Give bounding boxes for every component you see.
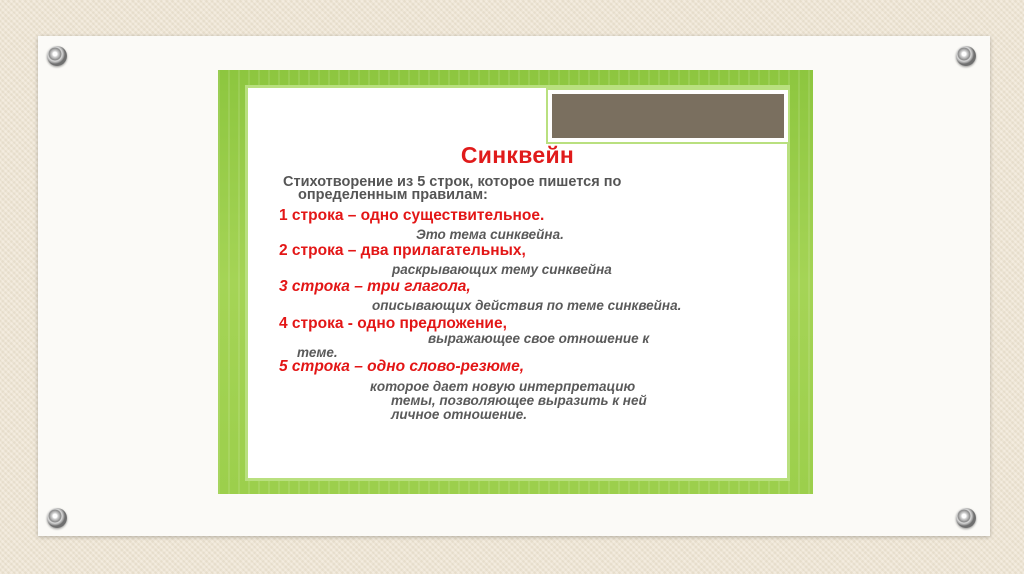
pin-icon-top-left bbox=[47, 46, 67, 66]
rule-4: 4 строка - одно предложение, bbox=[279, 315, 507, 332]
rule-5: 5 строка – одно слово-резюме, bbox=[279, 358, 525, 375]
rule-3: 3 строка – три глагола, bbox=[279, 278, 471, 295]
rule-4-note-2: теме. bbox=[297, 345, 338, 360]
rule-2: 2 строка – два прилагательных, bbox=[279, 242, 526, 259]
pin-icon-bottom-right bbox=[956, 508, 976, 528]
rule-3-note: описывающих действия по теме синквейна. bbox=[372, 298, 682, 313]
pin-icon-bottom-left bbox=[47, 508, 67, 528]
rule-1: 1 строка – одно существительное. bbox=[279, 207, 545, 224]
slide-title: Синквейн bbox=[460, 142, 575, 168]
rule-2-note: раскрывающих тему синквейна bbox=[392, 262, 612, 277]
rule-1-note: Это тема синквейна. bbox=[416, 227, 564, 242]
slide-card bbox=[248, 88, 787, 478]
rule-5-note-1: которое дает новую интерпретацию bbox=[370, 379, 636, 394]
pin-icon-top-right bbox=[956, 46, 976, 66]
intro-line-2: определенным правилам: bbox=[298, 187, 488, 203]
rule-5-note-3: личное отношение. bbox=[391, 407, 527, 422]
intro-line-1: Стихотворение из 5 строк, которое пишется по bbox=[283, 174, 622, 190]
rule-4-note-1: выражающее свое отношение к bbox=[428, 331, 650, 346]
slide-tab bbox=[548, 90, 788, 142]
slide-frame bbox=[218, 70, 813, 494]
rule-5-note-2: темы, позволяющее выразить к ней bbox=[391, 393, 647, 408]
